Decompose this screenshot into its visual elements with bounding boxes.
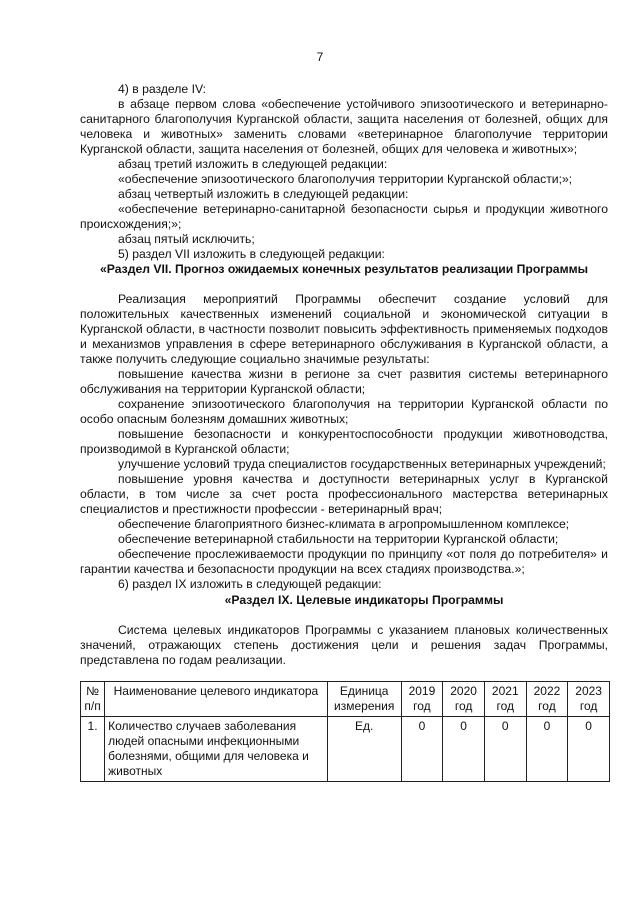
section-iv-amendments (80, 82, 608, 262)
document-body (80, 82, 608, 782)
table-cell: Количество случаев заболевания людей опасными инфекционными болезнями, общими для человека и животных (105, 717, 328, 782)
table-header-cell: 2020 год (443, 682, 485, 717)
table-header-cell: 2022 год (526, 682, 568, 717)
table-header-cell: № п/п (81, 682, 105, 717)
table-cell: 0 (568, 717, 610, 782)
paragraph: повышение качества жизни в регионе за счет развития системы ветеринарного обслуживания на территории Курганской области; (80, 367, 608, 396)
section-vii-body (80, 292, 608, 592)
paragraph: обеспечение ветеринарной стабильности на территории Курганской области; (118, 532, 559, 546)
paragraph: абзац четвертый изложить в следующей редакции: (118, 187, 409, 201)
paragraph: повышение уровня качества и доступности ветеринарных услуг в Курганской области, в том числе за счет роста профессионального мастерства ветеринарных специалистов и престижности профессии - ветеринарный врач; (80, 472, 608, 516)
paragraph: обеспечение прослеживаемости продукции по принципу «от поля до потребителя» и гарантии качества и безопасности продукции на всех стадиях производства.»; (80, 547, 608, 576)
table-cell: 1. (81, 717, 105, 782)
paragraph: «обеспечение ветеринарно-санитарной безопасности сырья и продукции животного происхождения;»; (80, 202, 608, 231)
page-number: 7 (316, 50, 324, 64)
paragraph: повышение безопасности и конкурентоспособности продукции животноводства, производимой в Курганской области; (80, 427, 608, 456)
table-header-cell: Единица измерения (327, 682, 401, 717)
paragraph: в абзаце первом слова «обеспечение устойчивого эпизоотического и ветеринарно-санитарного благополучия Курганской области, защита населения от болезней, общих для человека и животных» заменить словами «ветеринарное благополучие территории Курганской области, защита населения от болезней, общих для человека и животных»; (80, 97, 608, 156)
indicators-table (80, 681, 610, 782)
paragraph: 6) раздел IX изложить в следующей редакции: (118, 577, 382, 591)
table-cell: 0 (526, 717, 568, 782)
paragraph: абзац третий изложить в следующей редакции: (118, 157, 388, 171)
paragraph: 5) раздел VII изложить в следующей редакции: (118, 247, 385, 261)
table-cell: 0 (443, 717, 485, 782)
paragraph: «обеспечение эпизоотического благополучия территории Курганской области;»; (118, 172, 573, 186)
table-header-row (81, 682, 610, 717)
paragraph: улучшение условий труда специалистов государственных ветеринарных учреждений; (118, 457, 606, 471)
table-cell: 0 (484, 717, 526, 782)
table-header-cell: 2023 год (568, 682, 610, 717)
paragraph: 4) в разделе IV: (118, 82, 207, 96)
table-cell: 0 (401, 717, 443, 782)
indicators-intro-paragraph: Система целевых индикаторов Программы с указанием плановых количественных значений, отражающих степень достижения цели и решения задач Программы, представлена по годам реализации. (80, 623, 608, 667)
section-vii-heading: «Раздел VII. Прогноз ожидаемых конечных результатов реализации Программы (99, 262, 589, 276)
table-cell: Ед. (327, 717, 401, 782)
paragraph: Реализация мероприятий Программы обеспечит создание условий для положительных качественных изменений социальной и экономической ситуации в Курганской области, в частности позволит повысить эффективность применяемых подходов и механизмов управления в сфере ветеринарного обслуживания в Курганской области, а также получить следующие социально значимые результаты: (80, 292, 608, 366)
section-ix-heading: «Раздел IX. Целевые индикаторы Программы (224, 593, 504, 607)
paragraph: сохранение эпизоотического благополучия на территории Курганской области по особо опасным болезням домашних животных; (80, 397, 608, 426)
table-header-cell: 2019 год (401, 682, 443, 717)
paragraph: абзац пятый исключить; (118, 232, 255, 246)
table-row (81, 717, 610, 782)
paragraph: обеспечение благоприятного бизнес-климата в агропромышленном комплексе; (118, 517, 570, 531)
table-header-cell: Наименование целевого индикатора (105, 682, 328, 717)
table-header-cell: 2021 год (484, 682, 526, 717)
